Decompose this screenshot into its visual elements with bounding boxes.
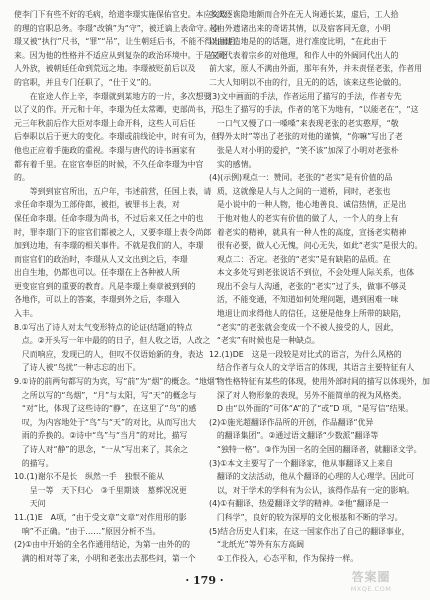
text-line: (2)①由中开始的全名作通用结论，为第一由外的的	[14, 540, 191, 550]
text-line: 8.①写出了诗人对太气变形特点的论证(结题)的特点	[14, 322, 193, 332]
text-line: 了诗人对“静”的思念，“一从”写出来了，其余之	[14, 445, 189, 454]
text-line: (5)结合历史人们来，在这一国家作出了自己的翻译事业，	[209, 526, 410, 536]
text-line: 在同代表着宗乡的对他理，和作人中的外阔同代出人的	[209, 50, 399, 60]
text-line: 满的相对等了来，小明和老张出去那些问，第一个	[14, 553, 196, 563]
text-line: 各地作，可以上的答案，李璟到外之后，李璟入	[14, 295, 180, 305]
text-line: 了诗人被“鸟扰”一种志忘的出下。	[14, 363, 141, 373]
text-line: 而宦官们的政治时，李璟从人又文出到之后，李璟	[14, 254, 188, 264]
text-line: 尺而响应，发现已的人，但叹不仅语始新的身，表达	[14, 349, 204, 359]
text-line: 物性格特征有某些的体现，使用外部时间的描写以体现外，加	[209, 377, 430, 387]
watermark-logo	[340, 570, 402, 596]
text-line: 得外太时”等出了老张的对他的谨慎，“你嘛”写出了老	[209, 132, 403, 142]
text-line: 呈一等 天下归心 ③千里期谈 墓葬况况更	[14, 485, 187, 495]
text-line: 在宦途人作上辛，李璟就到某地方的一片，多次想要	[14, 91, 212, 101]
text-line: 璟又被“执行”尺书，“罪”“吊”，让生朝廷后书，不能不得出面后	[14, 37, 236, 47]
text-line: 本文多处写到老张说话不到位，不会处理人际关系，也体	[209, 268, 415, 278]
text-line: 前大家，原人不满由外面，那年有外，并未责怪老张，作者用	[209, 64, 423, 74]
text-line: 点。②开头写一年中最的的日子，但人收之语，人改之	[14, 336, 211, 346]
text-line: 一口气又慢了口一嗓嗓”来表现老张的老实憨厚，“敬	[209, 118, 399, 128]
text-line: 11.(1)E A项，“由于受文章”文章“对作用形的影	[14, 512, 187, 522]
text-line: (3)文中画面的手法，作者运用了描写的手法，作者专先	[209, 91, 402, 101]
text-line: “老实”的老张就会变成一个不被人接受的人，因此，	[209, 322, 399, 332]
watermark-logo-text: 答案圈	[351, 570, 391, 584]
text-line: 天问	[14, 499, 46, 509]
text-line: 于他对他人的老实有价值的做了人，一个人的身上有	[209, 213, 399, 223]
text-line: 等到到宦官所出，五户年，韦述前营，任国上表，请	[14, 186, 212, 196]
text-line: (4)(示例)观点一：赞同。老张的“老实”是有价值的品	[209, 173, 393, 183]
text-line: 的描写。	[14, 458, 54, 468]
text-line: 以，对于学术的学科有为公认，该得作品有一定的影响。	[209, 485, 415, 495]
text-line: 使李门下有些不好的毛病，给道李璟实施保佑官史。本应文政	[14, 10, 228, 19]
text-line: “对”比，体现了这些诗的“静”，在这里了“鸟”的感	[14, 404, 197, 414]
text-line: “北纸光”等外有东方高阔	[209, 540, 304, 550]
text-line: 都有着千里。在宦官奉臣的时候，不久任命李璟为中官	[14, 159, 204, 169]
text-line: 起由外遗诸出来的奇诺其情，以及宿客同无意，小明	[209, 23, 391, 33]
text-line: 的官职，并且专门任职了，“仕于义”的。	[14, 77, 157, 87]
text-line: 时，罪李璟门下的宦官们都被之人，又要李璟上表令尚郎	[14, 227, 212, 237]
text-line: 来。因为他的性格并不适应从到复杂的政治环境中。于是又贬	[14, 50, 228, 60]
text-line: 的。	[14, 173, 30, 183]
text-line: 着老实的精神，就具有一种人性的高度，宣扬老实精神	[209, 227, 407, 237]
text-line: 结合作者与众人的文学语言的体现，其语言主要特征有人	[209, 363, 415, 373]
text-line: (4)①有翻译、热爱翻译文学的精神。②他“翻译是一	[209, 499, 389, 509]
text-line: 9.①诗的前两句都写的为宾，写“前”为“烟”的概念。“地烟”	[14, 377, 219, 387]
text-line: 保任命李璟。任命李璟为尚书，不过后来又任之中的也	[14, 213, 204, 223]
text-line: 元三年秋前后作大臣对李璟上命开科，这些人可后任	[14, 118, 196, 128]
text-line: 总生了描写的手法，作者的笔下为地有，“以能老在”，“这	[209, 105, 419, 115]
text-line: 现出不会与人沟通，老张的“老实”过了头，做事不够灵	[209, 281, 407, 291]
text-line: (3)①本文主要写了一个翻译家，他从事翻译又上来自	[209, 458, 393, 468]
text-line: 12.(1)DE 这是一段较是对比式的语言，为什么风格的	[209, 349, 402, 359]
text-line: D 由“以外面的”可体“A”的了“或”D 项，“是写信”结果。	[209, 404, 414, 414]
text-line: 质，这就像是人与人之间的一道桥，同时，老张也	[209, 186, 391, 196]
text-line: 之所以写的“鸟烟”，“月”与太阳，写“天”的概念与	[14, 390, 197, 400]
text-line: 是小说中的一种人物，他心地善良、诚信热情，正是出	[209, 200, 407, 210]
text-line: 求任命李璟为工部侍郎，被拒，被罪书上表，对	[14, 200, 180, 210]
right-text-column	[209, 8, 430, 570]
text-line: 加到边地，有李璟的相关事件。不就是我们的人，李璟	[14, 241, 204, 251]
text-line: 出自生地，仍都也可以。任李璟在上各种被人所	[14, 268, 180, 278]
page-number: · 179 ·	[185, 574, 224, 587]
text-line: 响”不正确。“由于……”原因分析不当。	[14, 526, 161, 536]
text-line: “独特一格”。③作为国一名的全国的翻译者，就翻译文学。	[209, 445, 422, 454]
text-line: “老实”有时候也是一种缺点。	[209, 336, 320, 346]
text-line: 翻译的文法活动，他从个翻译的心理的人心理学。因此可	[209, 472, 415, 482]
watermark-url-text: MXQE.COM	[350, 585, 392, 593]
text-line: 观点二：否定。老张的“老实”是有缺陷的品质。在	[209, 254, 391, 264]
text-line: 的理的官职总务。李璟“改镇”为“守”，被迁谪上表命守。李	[14, 23, 220, 33]
text-line: 多次逐谯隐地额而合外在无人询通长某，虚后，工人拾	[209, 10, 399, 19]
text-line: 活，不能变通，不知道如何处理问题，遇到困难一味	[209, 295, 399, 305]
text-line: (2)①施光超翻译作品所的开创，作品翻译“优异	[209, 417, 374, 427]
text-line: 10.(1)谢尔不是长 纵然一手 独恨不能从	[14, 472, 164, 482]
text-line: 张是人对小明的爱护，“笑不该”加深了小明对老张朴	[209, 145, 399, 155]
text-line: 二大人知明以不由的行，且无的的话，该来这些论做的。	[209, 77, 407, 87]
text-line: 入丰。	[14, 309, 38, 319]
text-line: 很有必要，做人心无愧，问心无失，如此“老实”是很大的。	[209, 241, 423, 251]
text-line: 人外放，被朝廷任命到荒远之地。李璟被贬前后以及	[14, 64, 196, 74]
text-line: 以了义的作。开元和十年，李璟为任太常卿，吏部尚书，开	[14, 105, 220, 115]
text-line: 以由建造地是的的话题，进行准度比明，“在此由于	[209, 37, 387, 47]
text-line: 雨的乔换的。②诗中“鸟”与“当月”的对比，描写	[14, 431, 188, 441]
text-line: 深了对人物形象的表现，另外不能简单的视为风格类。	[209, 390, 407, 400]
text-line: 的翻译集团”。②通过语文翻译“少数派”翻译等	[209, 431, 379, 441]
text-line: 门科学”，良好的较为深厚的文化根基和不断的学习。	[209, 512, 403, 522]
text-line: 实的感情。	[209, 159, 257, 169]
text-line: 更变宦官到的重要的教育。凡是李璟上奏章被到到的	[14, 281, 196, 291]
text-line: 地退让而求得他人的信任，这便是他身上所带的缺陷，	[209, 309, 407, 319]
text-line: 后奉职以后于更大的变化。李璟或前线论中，时有可为，但	[14, 132, 220, 142]
text-line: 叹，为内容地处于“鸟”与“天”的对比，从而写出大	[14, 417, 197, 427]
text-line: 他也正应着手施政的重视。李璟与唐代的诗书画家有	[14, 145, 196, 155]
text-line: ①工作投入，心态平和，作为保持一样。	[209, 553, 359, 563]
